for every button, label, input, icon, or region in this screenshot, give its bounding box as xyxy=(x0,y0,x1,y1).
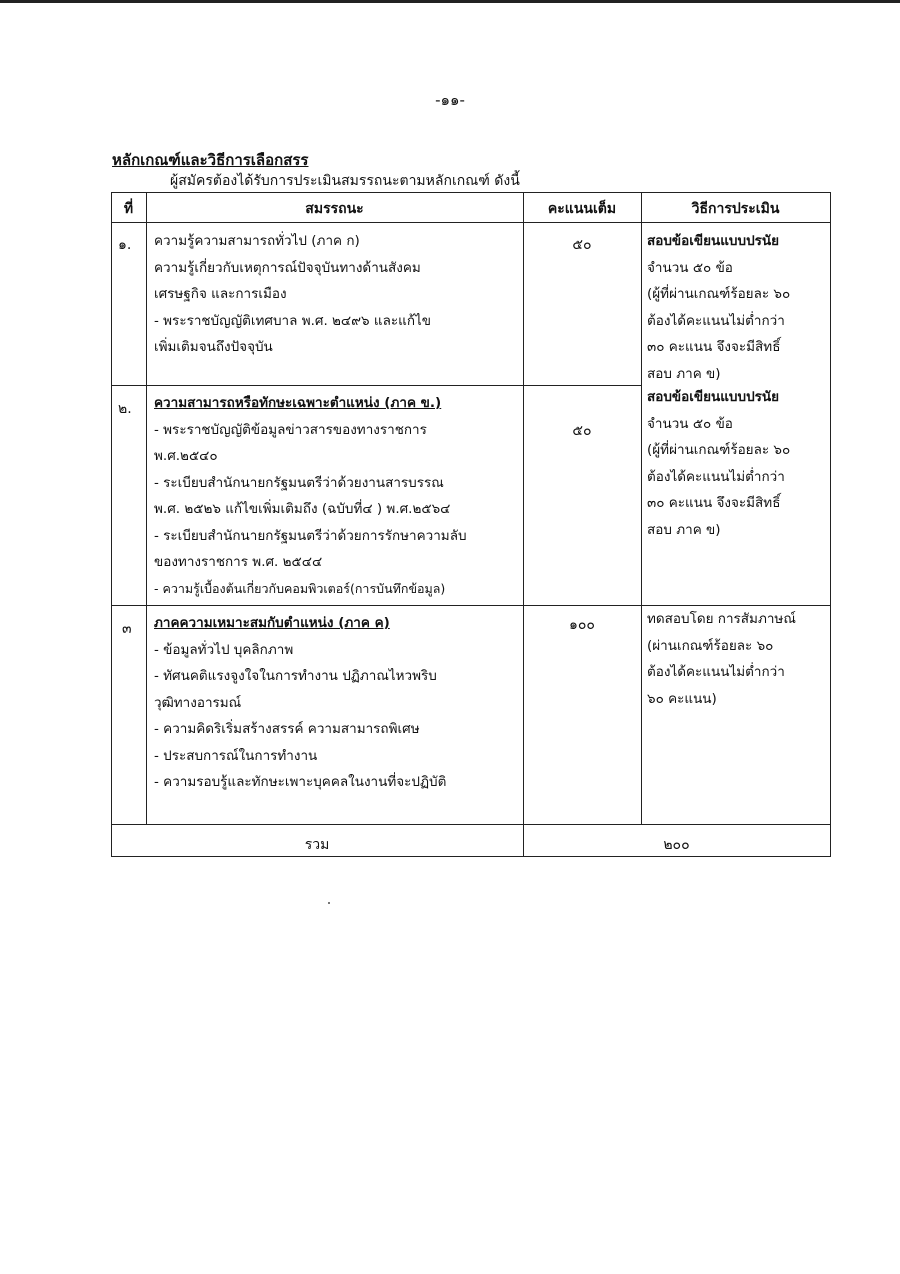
table-row xyxy=(154,228,431,361)
method-line: ต้องได้คะแนนไม่ต่ำกว่า xyxy=(647,664,785,680)
table-row xyxy=(154,610,446,796)
table-row xyxy=(154,390,467,602)
full-score: ๕๐ xyxy=(572,423,592,439)
method-line: สอบข้อเขียนแบบปรนัย xyxy=(647,233,780,249)
method-line: ต้องได้คะแนนไม่ต่ำกว่า xyxy=(647,312,785,329)
competency-item: ความรู้เกี่ยวกับเหตุการณ์ปัจจุบันทางด้านสังคม xyxy=(154,259,421,276)
method-line: ๓๐ คะแนน จึงจะมีสิทธิ์ xyxy=(647,495,781,511)
row-number: ๒. xyxy=(118,401,132,417)
competency-item: - พระราชบัญญัติข้อมูลข่าวสารของทางราชการ xyxy=(154,421,427,438)
method-line: จำนวน ๕๐ ข้อ xyxy=(647,415,733,432)
method-line: สอบ ภาค ข) xyxy=(647,365,721,382)
method-line: จำนวน ๕๐ ข้อ xyxy=(647,259,733,276)
competency-title: ความรู้ความสามารถทั่วไป (ภาค ก) xyxy=(154,233,360,249)
competency-item: - ความรู้เบื้องต้นเกี่ยวกับคอมพิวเตอร์(การบันทึกข้อมูล) xyxy=(154,580,446,596)
method-line: สอบข้อเขียนแบบปรนัย xyxy=(647,389,780,405)
method-line: สอบ ภาค ข) xyxy=(647,521,721,538)
competency-item: - พระราชบัญญัติเทศบาล พ.ศ. ๒๔๙๖ และแก้ไข xyxy=(154,312,432,329)
assessment-method xyxy=(647,384,790,543)
total-label: รวม xyxy=(304,837,330,853)
header-competency: สมรรถนะ xyxy=(305,201,364,217)
method-line: ทดสอบโดย การสัมภาษณ์ xyxy=(647,611,796,627)
scan-speck xyxy=(328,902,330,904)
section-heading: หลักเกณฑ์และวิธีการเลือกสรร xyxy=(112,151,309,169)
method-line: (ผู้ที่ผ่านเกณฑ์ร้อยละ ๖๐ xyxy=(647,286,791,302)
full-score: ๑๐๐ xyxy=(569,617,595,633)
method-line: ๓๐ คะแนน จึงจะมีสิทธิ์ xyxy=(647,339,781,355)
method-line: ๖๐ คะแนน) xyxy=(647,690,717,707)
page-number: -๑๑- xyxy=(435,91,465,109)
row-number: ๑. xyxy=(118,237,132,253)
method-line: ต้องได้คะแนนไม่ต่ำกว่า xyxy=(647,468,785,485)
competency-item: - ทัศนคติแรงจูงใจในการทำงาน ปฏิภาณไหวพริบ xyxy=(154,668,437,684)
intro-text: ผู้สมัครต้องได้รับการประเมินสมรรถนะตามหลักเกณฑ์ ดังนี้ xyxy=(170,173,520,189)
method-line: (ผ่านเกณฑ์ร้อยละ ๖๐ xyxy=(647,637,774,654)
competency-item: วุฒิทางอารมณ์ xyxy=(154,694,242,711)
full-score: ๕๐ xyxy=(572,237,592,253)
competency-item: - ระเบียบสำนักนายกรัฐมนตรีว่าด้วยงานสารบรรณ xyxy=(154,474,444,491)
assessment-method xyxy=(647,228,790,387)
competency-item: พ.ศ. ๒๕๒๖ แก้ไขเพิ่มเติมถึง (ฉบับที่๔ ) พ.ศ.๒๕๖๔ xyxy=(154,501,451,517)
header-full-score: คะแนนเต็ม xyxy=(547,201,617,217)
competency-title: ภาคความเหมาะสมกับตำแหน่ง (ภาค ค) xyxy=(154,615,390,631)
total-score: ๒๐๐ xyxy=(663,837,690,853)
header-no: ที่ xyxy=(123,201,134,217)
competency-item: พ.ศ.๒๕๔๐ xyxy=(154,448,218,464)
competency-item: - ข้อมูลทั่วไป บุคลิกภาพ xyxy=(154,641,294,658)
competency-item: - ระเบียบสำนักนายกรัฐมนตรีว่าด้วยการรักษาความลับ xyxy=(154,527,467,544)
assessment-method xyxy=(647,606,796,712)
row-number: ๓ xyxy=(122,621,132,637)
scan-top-border xyxy=(0,0,900,3)
method-line: (ผู้ที่ผ่านเกณฑ์ร้อยละ ๖๐ xyxy=(647,442,791,458)
competency-item: ของทางราชการ พ.ศ. ๒๕๔๔ xyxy=(154,554,323,570)
header-method: วิธีการประเมิน xyxy=(691,201,780,217)
competency-item: - ความรอบรู้และทักษะเพาะบุคคลในงานที่จะปฏิบัติ xyxy=(154,774,447,790)
competency-item: - ความคิดริเริ่มสร้างสรรค์ ความสามารถพิเศษ xyxy=(154,721,420,737)
competency-title: ความสามารถหรือทักษะเฉพาะตำแหน่ง (ภาค ข.) xyxy=(154,395,442,411)
competency-item: เศรษฐกิจ และการเมือง xyxy=(154,286,287,302)
competency-item: - ประสบการณ์ในการทำงาน xyxy=(154,747,318,764)
competency-item: เพิ่มเติมจนถึงปัจจุบัน xyxy=(154,339,273,355)
